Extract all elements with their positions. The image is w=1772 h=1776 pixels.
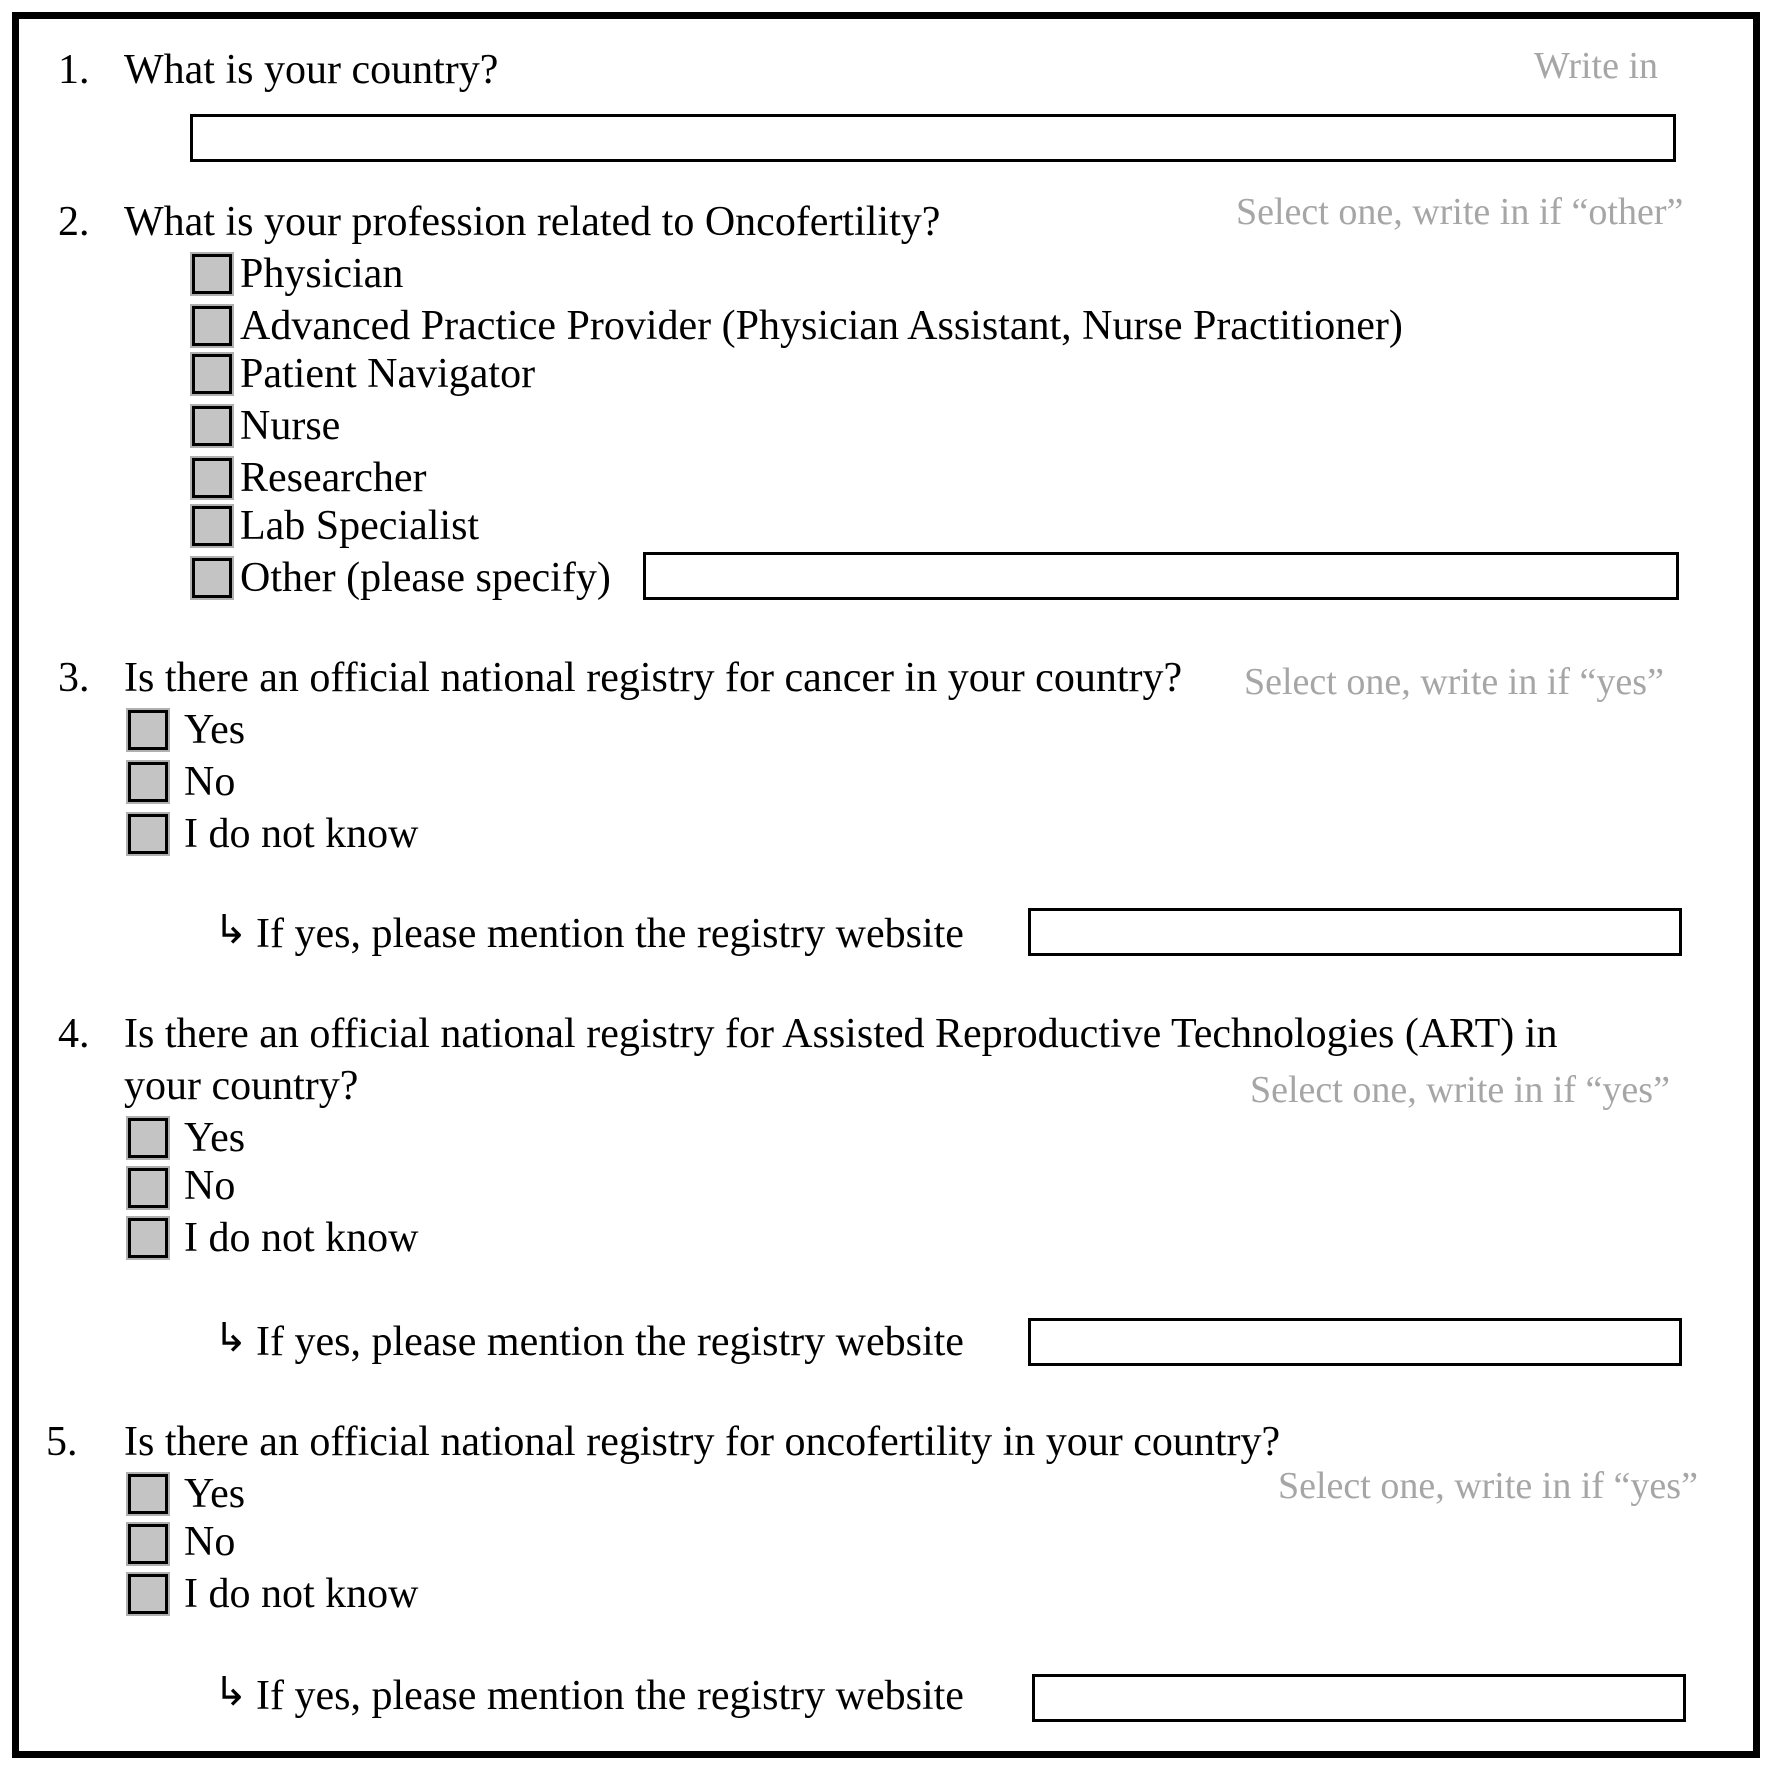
- checkbox-advanced-practice-provider[interactable]: [192, 306, 232, 346]
- option-q5-do-not-know: I do not know: [184, 1571, 419, 1617]
- option-researcher: Researcher: [240, 455, 427, 501]
- question-3-hint: Select one, write in if “yes”: [1244, 661, 1664, 703]
- question-4-text-line2: your country?: [124, 1063, 359, 1109]
- arrow-down-right-icon: ↳: [214, 1315, 248, 1361]
- option-lab-specialist: Lab Specialist: [240, 503, 480, 549]
- checkbox-q4-do-not-know[interactable]: [128, 1218, 168, 1258]
- option-advanced-practice-provider: Advanced Practice Provider (Physician Assistant, Nurse Practitioner): [240, 303, 1403, 349]
- question-5-number: 5.: [46, 1419, 78, 1465]
- option-q4-do-not-know: I do not know: [184, 1215, 419, 1261]
- question-2-number: 2.: [58, 199, 90, 245]
- cancer-registry-website-input[interactable]: [1028, 908, 1682, 956]
- question-3-text: Is there an official national registry for cancer in your country?: [124, 655, 1183, 701]
- question-4-number: 4.: [58, 1011, 90, 1057]
- question-5-text: Is there an official national registry for oncofertility in your country?: [124, 1419, 1281, 1465]
- question-4-text-line1: Is there an official national registry for Assisted Reproductive Technologies (ART) in: [124, 1011, 1558, 1057]
- checkbox-q5-no[interactable]: [128, 1524, 168, 1564]
- checkbox-q5-do-not-know[interactable]: [128, 1574, 168, 1614]
- checkbox-q3-do-not-know[interactable]: [128, 814, 168, 854]
- option-nurse: Nurse: [240, 403, 341, 449]
- option-q5-no: No: [184, 1519, 236, 1565]
- question-5-followup: If yes, please mention the registry website: [256, 1673, 964, 1719]
- option-q5-yes: Yes: [184, 1471, 246, 1517]
- option-physician: Physician: [240, 251, 404, 297]
- option-q3-no: No: [184, 759, 236, 805]
- question-4-followup: If yes, please mention the registry website: [256, 1319, 964, 1365]
- checkbox-lab-specialist[interactable]: [192, 506, 232, 546]
- question-2-hint: Select one, write in if “other”: [1236, 191, 1684, 233]
- option-q4-no: No: [184, 1163, 236, 1209]
- checkbox-q3-no[interactable]: [128, 762, 168, 802]
- checkbox-researcher[interactable]: [192, 458, 232, 498]
- checkbox-q3-yes[interactable]: [128, 710, 168, 750]
- option-q3-yes: Yes: [184, 707, 246, 753]
- option-other: Other (please specify): [240, 555, 611, 601]
- question-1-text: What is your country?: [124, 47, 499, 93]
- question-3-number: 3.: [58, 655, 90, 701]
- country-input[interactable]: [190, 114, 1676, 162]
- checkbox-nurse[interactable]: [192, 406, 232, 446]
- option-patient-navigator: Patient Navigator: [240, 351, 536, 397]
- option-q4-yes: Yes: [184, 1115, 246, 1161]
- question-2-text: What is your profession related to Oncofertility?: [124, 199, 941, 245]
- question-1-number: 1.: [58, 47, 90, 93]
- art-registry-website-input[interactable]: [1028, 1318, 1682, 1366]
- arrow-down-right-icon: ↳: [214, 907, 248, 953]
- arrow-down-right-icon: ↳: [214, 1669, 248, 1715]
- checkbox-q4-yes[interactable]: [128, 1118, 168, 1158]
- option-q3-do-not-know: I do not know: [184, 811, 419, 857]
- question-5-hint: Select one, write in if “yes”: [1278, 1465, 1698, 1507]
- oncofertility-registry-website-input[interactable]: [1032, 1674, 1686, 1722]
- checkbox-other[interactable]: [192, 558, 232, 598]
- checkbox-patient-navigator[interactable]: [192, 354, 232, 394]
- other-profession-input[interactable]: [643, 552, 1679, 600]
- question-1-hint: Write in: [1534, 45, 1659, 87]
- checkbox-q5-yes[interactable]: [128, 1474, 168, 1514]
- question-3-followup: If yes, please mention the registry website: [256, 911, 964, 957]
- checkbox-q4-no[interactable]: [128, 1168, 168, 1208]
- checkbox-physician[interactable]: [192, 254, 232, 294]
- question-4-hint: Select one, write in if “yes”: [1250, 1069, 1670, 1111]
